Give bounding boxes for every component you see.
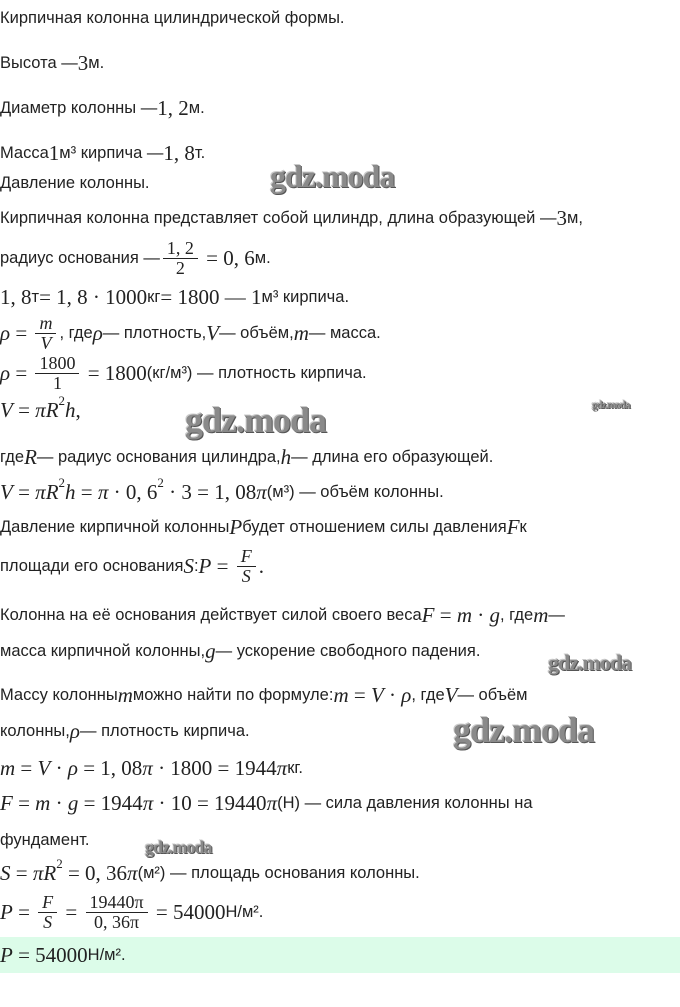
text: — радиус основания цилиндра, [36,448,281,466]
text: (кг/м³) — плотность кирпича. [146,364,367,382]
math: = [60,900,83,924]
text: Колонна на её основания действует силой своего веса [0,606,422,624]
math: m [533,603,549,627]
text: (м³) — объём колонны. [266,483,444,501]
math: 1, 2 [157,96,189,120]
math: = 54000 [150,900,226,924]
text: — плотность, [102,324,207,342]
text: можно найти по формуле: [132,686,334,704]
fraction [237,545,256,586]
math: · 10 = 19440 [153,791,267,815]
text: — ускорение свободного падения. [215,642,481,660]
text: — масса. [308,324,381,342]
text: м, [566,209,583,227]
math: g [489,603,500,627]
fraction [86,891,148,932]
watermark-logo: gdz.moda [592,399,630,411]
superscript: 2 [157,475,164,490]
solution-line [0,312,381,353]
text: где [0,448,25,466]
math: R [24,445,37,469]
text: — плотность кирпича. [79,722,250,740]
math: π [142,756,153,780]
math: = [10,321,33,345]
math: · 3 = 1, 08 [163,480,257,504]
math: V [370,683,384,707]
denominator: S [43,911,53,932]
math: = [12,900,36,924]
solution-line [0,545,264,586]
text: кг. [287,759,303,777]
math: · [471,603,490,627]
fraction [35,312,56,353]
text: м. [254,249,271,267]
math: 1 [48,141,60,165]
final-answer [0,943,126,967]
denominator: V [40,332,52,353]
math: V [444,683,458,707]
text: — объём, [219,324,294,342]
math: = [12,791,36,815]
text: : [193,557,199,575]
math: = [434,603,457,627]
text: м³ кирпича — [59,144,164,162]
math: · [50,756,68,780]
text: будет отношением силы давления [242,518,507,536]
math: m [456,603,472,627]
text: (Н) — сила давления колонны на [277,794,533,812]
text: Кирпичная колонна представляет собой цилиндр, длина образующей — [0,209,557,227]
math: ρ [67,756,78,780]
math: 3 [556,206,567,230]
solution-line [0,206,583,230]
solution-line [0,756,303,780]
text: Давление колонны. [0,174,150,192]
text: м³ кирпича. [261,288,350,306]
math: V [37,756,51,780]
superscript: 2 [56,856,63,871]
superscript: 2 [58,475,66,490]
math: ρ [92,321,103,345]
solution-line [0,639,480,663]
text: — объём [457,686,528,704]
math: · 1800 = 1944 [152,756,277,780]
numerator: 19440π [86,894,148,913]
math: V [0,398,13,422]
math: πR [35,398,59,422]
text: Масса [0,144,49,162]
math: 1, 8 [0,285,32,309]
math: π [97,480,109,504]
math: · [50,791,68,815]
numerator: 1, 2 [163,240,198,259]
numerator: m [35,315,56,334]
math: P [198,554,212,578]
math: P [0,900,13,924]
math: S [0,861,11,885]
solution-line [0,171,150,195]
solution-line [0,237,271,278]
math: = [10,861,33,885]
text: м. [88,54,105,72]
math: π [266,791,278,815]
text: колонны, [0,722,70,740]
text: м. [188,99,205,117]
text: Массу колонны [0,686,118,704]
text: , где [411,686,445,704]
solution-line [0,828,90,852]
math: = 54000 [12,943,88,967]
text: (м²) — площадь основания колонны. [137,864,420,882]
math: πR [35,480,59,504]
text: Высота — [0,54,78,72]
math: F [421,603,435,627]
math: g [205,639,216,663]
text: радиус основания — [0,249,160,267]
watermark-logo: gdz.moda [185,400,327,440]
text: фундамент. [0,831,90,849]
text: — длина его образующей. [291,448,494,466]
math: = 1800 [82,361,147,385]
math: V [206,321,220,345]
math: . [258,554,264,578]
solution-line [0,515,527,539]
math: h [65,398,76,422]
text: Диаметр колонны — [0,99,158,117]
solution-line [0,719,250,743]
solution-line [0,141,205,165]
solution-line [0,51,104,75]
solution-line [0,393,81,422]
solution-line [0,96,205,120]
math: h [280,445,292,469]
math: P [0,943,13,967]
math: = [15,756,38,780]
text: — [548,606,565,624]
math: π [256,480,267,504]
solution-line [0,791,533,815]
math: = 1, 8 · 1000 [39,285,148,309]
solution-line [0,683,527,707]
solution-line [0,6,345,30]
math: m [333,683,349,707]
math: = 0, 36 [62,861,128,885]
math: m [0,756,16,780]
math: 1, 8 [163,141,195,165]
math: = 1944 [78,791,143,815]
watermark-logo: gdz.moda [270,158,395,194]
solution-line [0,856,420,885]
math: ρ [401,683,412,707]
math: = 0, 6 [200,246,255,270]
math: = [12,398,36,422]
math: ρ [69,719,80,743]
denominator: 1 [52,372,62,393]
math: m [293,321,309,345]
text: т. [194,144,206,162]
denominator: 2 [175,257,185,278]
math: πR [32,861,57,885]
math: m [35,791,51,815]
text: к [519,518,527,536]
math: = [10,361,33,385]
math: · 0, 6 [108,480,158,504]
math: = 1, 08 [77,756,143,780]
denominator: S [241,565,251,586]
math: P [229,515,243,539]
numerator: F [237,548,256,567]
math: m [117,683,133,707]
denominator: 0, 36π [94,911,140,932]
math: V [0,480,13,504]
math: , [75,398,81,422]
text: Кирпичная колонна цилиндрической формы. [0,9,345,27]
math: h [65,480,76,504]
math: F [506,515,520,539]
text: Давление кирпичной колонны [0,518,230,536]
solution-line [0,445,493,469]
math: π [276,756,288,780]
math: = [75,480,98,504]
math: ρ [0,321,11,345]
text: Н/м². [225,903,264,921]
text: Н/м². [87,946,126,964]
math: S [183,554,194,578]
text: масса кирпичной колонны, [0,642,206,660]
text: , где [499,606,534,624]
solution-line [0,352,367,393]
math: = [12,480,36,504]
solution-line [0,603,565,627]
solution-line [0,285,349,309]
watermark-logo: gdz.moda [453,710,595,750]
text: , где [59,324,93,342]
math: = [348,683,371,707]
solution-line [0,475,444,504]
solution-line [0,891,264,932]
math: 3 [77,51,89,75]
fraction [35,352,79,393]
text: кг [147,288,161,306]
watermark-logo: gdz.moda [548,650,632,675]
superscript: 2 [58,393,66,408]
math: π [142,791,154,815]
math: g [67,791,79,815]
text: площади его основания [0,557,184,575]
watermark-logo: gdz.moda [145,837,212,857]
numerator: F [38,894,57,913]
text: т [31,288,40,306]
math: = 1800 — 1 [160,285,262,309]
math: · [383,683,402,707]
math: ρ [0,361,11,385]
math: π [127,861,138,885]
math: F [0,791,13,815]
math: = [211,554,234,578]
fraction [163,237,198,278]
fraction [38,891,57,932]
numerator: 1800 [35,355,79,374]
